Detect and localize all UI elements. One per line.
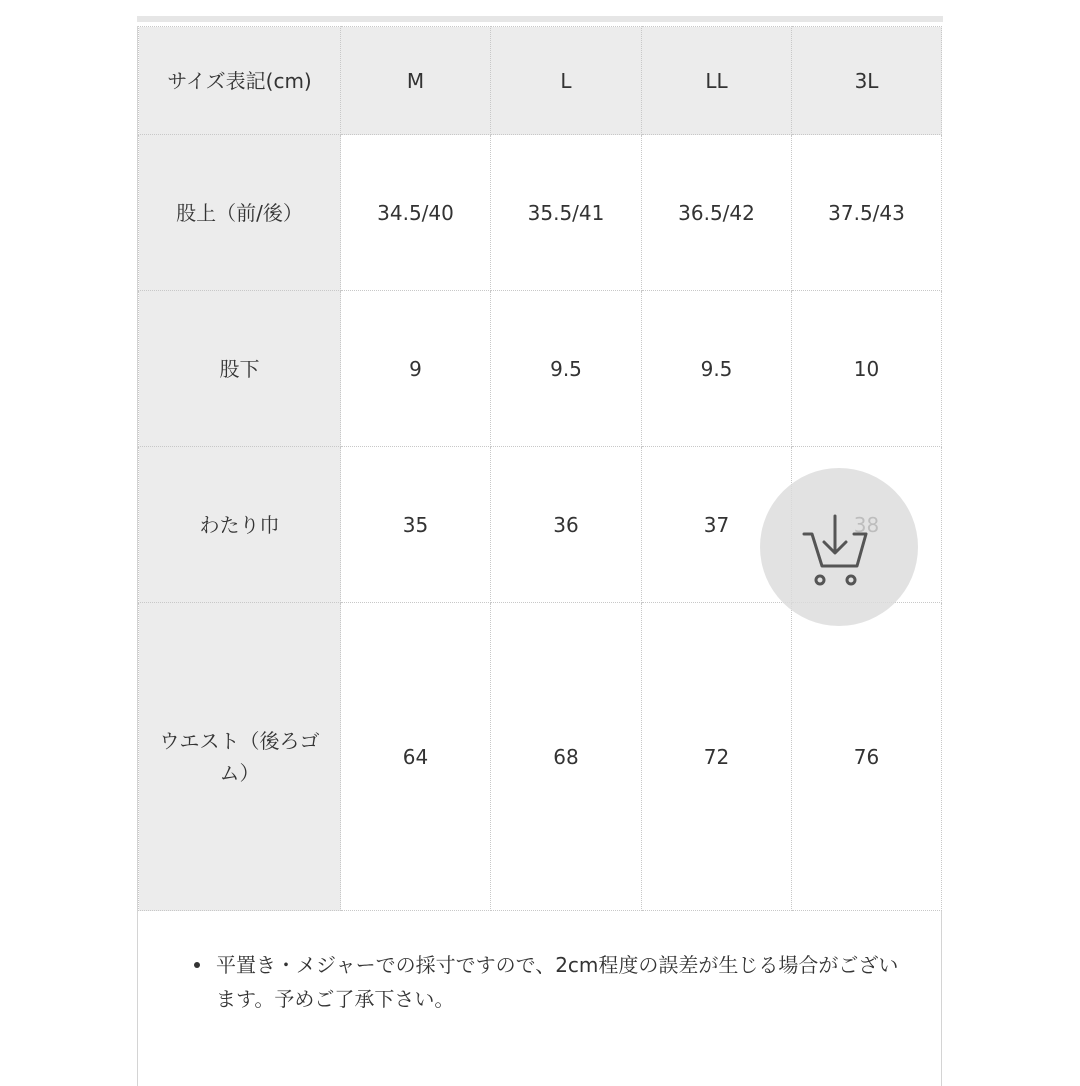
table-cell: 37.5/43 <box>792 135 942 291</box>
table-row <box>139 135 942 291</box>
table-cell: 9 <box>341 291 491 447</box>
table-cell: 35 <box>341 447 491 603</box>
notes-list <box>188 948 908 1016</box>
table-cell: 35.5/41 <box>491 135 642 291</box>
cart-download-icon <box>760 468 918 626</box>
table-cell: 34.5/40 <box>341 135 491 291</box>
row-label-waist-text: ウエスト（後ろゴム） <box>159 728 320 785</box>
list-item <box>216 948 908 1016</box>
header-size-m: M <box>341 27 491 135</box>
header-size-label: サイズ表記(cm) <box>139 27 341 135</box>
header-size-3l: 3L <box>792 27 942 135</box>
top-divider <box>137 16 943 22</box>
table-cell: 64 <box>341 603 491 911</box>
row-label-rise: 股上（前/後） <box>139 135 341 291</box>
header-size-l: L <box>491 27 642 135</box>
table-cell: 68 <box>491 603 642 911</box>
row-label-inseam: 股下 <box>139 291 341 447</box>
table-row <box>139 291 942 447</box>
table-cell: 36 <box>491 447 642 603</box>
table-cell: 76 <box>792 603 942 911</box>
table-cell: 9.5 <box>491 291 642 447</box>
table-row <box>139 603 942 911</box>
row-label-waist <box>139 603 341 911</box>
add-to-cart-button[interactable] <box>760 468 918 626</box>
measurement-notes <box>188 948 908 1016</box>
table-cell: 72 <box>642 603 792 911</box>
header-size-ll: LL <box>642 27 792 135</box>
size-header-row <box>139 27 942 135</box>
table-cell: 36.5/42 <box>642 135 792 291</box>
table-cell: 9.5 <box>642 291 792 447</box>
row-label-thigh-width: わたり巾 <box>139 447 341 603</box>
note-text: 平置き・メジャーでの採寸ですので、2cm程度の誤差が生じる場合がございます。予めご了承下さい。 <box>216 953 899 1011</box>
table-cell: 37 <box>642 447 792 603</box>
table-cell: 10 <box>792 291 942 447</box>
bullet-icon <box>194 962 200 968</box>
